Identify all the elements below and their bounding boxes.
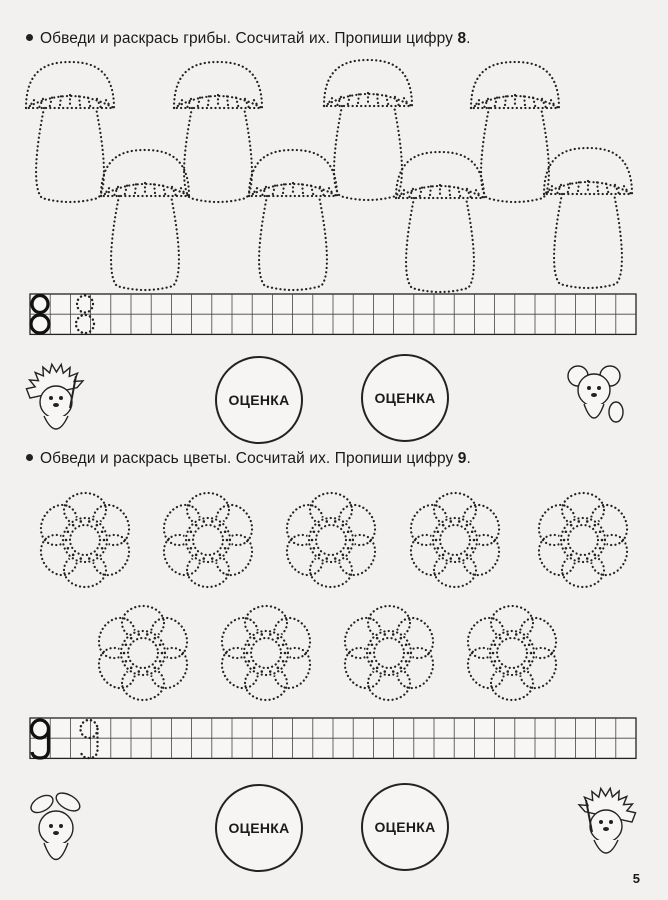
flower-4 xyxy=(404,493,506,587)
bunny-icon xyxy=(28,789,83,859)
digit-8-copy-grid[interactable] xyxy=(30,294,636,334)
mushroom-6 xyxy=(249,150,337,290)
flower-7 xyxy=(215,606,317,700)
flower-5 xyxy=(532,493,634,587)
hedgehog-icon xyxy=(26,364,83,429)
flower-3 xyxy=(280,493,382,587)
flower-1 xyxy=(34,493,136,587)
grade-circle-2[interactable]: ОЦЕНКА xyxy=(361,354,449,442)
mushroom-7 xyxy=(396,152,484,292)
grade-circle-3[interactable]: ОЦЕНКА xyxy=(215,784,303,872)
grade-circle-1[interactable]: ОЦЕНКА xyxy=(215,356,303,444)
mushroom-5 xyxy=(101,150,189,290)
task-2-text: Обведи и раскрась цветы. Сосчитай их. Пропиши цифру xyxy=(40,450,458,467)
mushroom-2 xyxy=(174,62,262,202)
mouse-icon xyxy=(568,366,623,422)
page-number: 5 xyxy=(632,871,640,886)
mushroom-1 xyxy=(26,62,114,202)
flower-8 xyxy=(338,606,440,700)
task-1-digit: 8 xyxy=(457,30,467,47)
grade-circle-4[interactable]: ОЦЕНКА xyxy=(361,783,449,871)
mushroom-8 xyxy=(544,148,632,288)
task-2-digit: 9 xyxy=(457,450,467,467)
hedgehog-icon xyxy=(579,788,636,853)
task-2-instruction: Обведи и раскрась цветы. Сосчитай их. Пропиши цифру 9. xyxy=(26,450,471,468)
task-1-text: Обведи и раскрась грибы. Сосчитай их. Пропиши цифру xyxy=(40,30,458,47)
flower-2 xyxy=(157,493,259,587)
task-1-instruction: Обведи и раскрась грибы. Сосчитай их. Пропиши цифру 8. xyxy=(26,30,471,48)
digit-9-copy-grid[interactable] xyxy=(30,718,636,758)
mushroom-3 xyxy=(324,60,412,200)
flower-6 xyxy=(92,606,194,700)
flower-9 xyxy=(461,606,563,700)
